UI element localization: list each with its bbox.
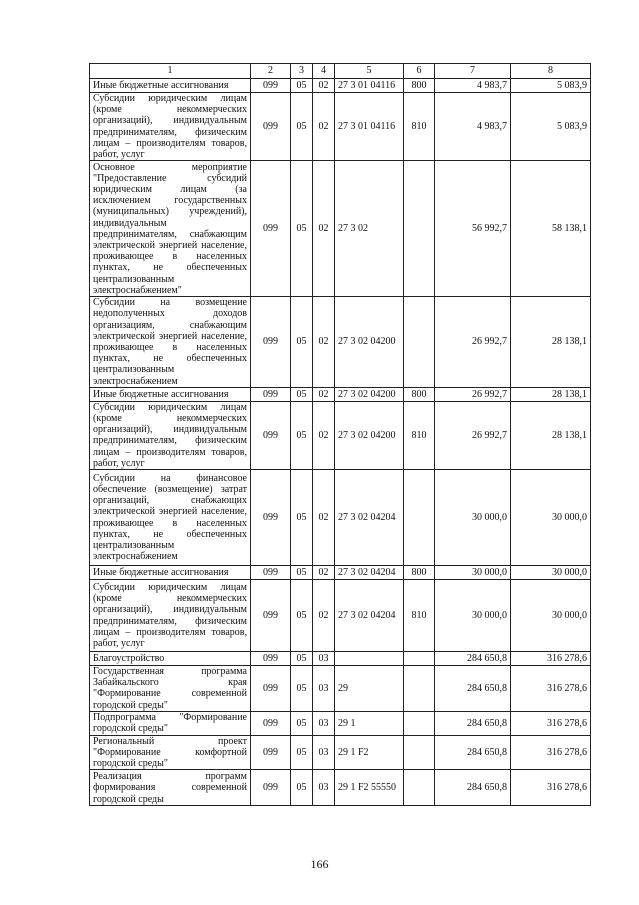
table-row (90, 297, 591, 388)
row-subsection-cell: 02 (313, 297, 335, 388)
header-cell: 7 (435, 64, 511, 79)
row-amount-1-cell: 26 992,7 (435, 401, 511, 469)
row-chapter-cell: 05 (291, 297, 313, 388)
row-amount-1-cell: 30 000,0 (435, 566, 511, 580)
row-name-cell: Субсидии юридическим лицам (кроме некоммерческих организаций), индивидуальным предпринимателям, физическим лицам – производителям товаров, работ, услуг (90, 580, 251, 652)
row-chapter-cell: 05 (291, 161, 313, 297)
row-chapter-cell: 05 (291, 580, 313, 652)
table-row (90, 79, 591, 93)
table-row (90, 387, 591, 401)
row-expense-type-cell: 810 (404, 93, 435, 161)
row-amount-1-cell: 4 983,7 (435, 79, 511, 93)
row-expense-type-cell: 810 (404, 401, 435, 469)
row-target-code-cell: 27 3 02 04200 (335, 401, 404, 469)
row-expense-type-cell: 800 (404, 566, 435, 580)
row-target-code-cell: 27 3 02 04204 (335, 566, 404, 580)
row-amount-2-cell: 5 083,9 (511, 93, 591, 161)
row-amount-2-cell: 316 278,6 (511, 666, 591, 712)
row-amount-2-cell: 28 138,1 (511, 297, 591, 388)
row-subsection-cell: 02 (313, 161, 335, 297)
row-chapter-cell: 05 (291, 401, 313, 469)
row-name-cell: Субсидии юридическим лицам (кроме некоммерческих организаций), индивидуальным предпринимателям, физическим лицам – производителям товаров, работ, услуг (90, 401, 251, 469)
row-target-code-cell: 27 3 02 (335, 161, 404, 297)
row-expense-type-cell (404, 666, 435, 712)
row-amount-2-cell: 316 278,6 (511, 735, 591, 770)
header-row (90, 64, 591, 79)
row-section-cell: 099 (251, 93, 291, 161)
table-row (90, 735, 591, 770)
budget-table (89, 63, 591, 806)
row-expense-type-cell (404, 711, 435, 735)
row-expense-type-cell (404, 770, 435, 806)
row-expense-type-cell (404, 297, 435, 388)
row-section-cell: 099 (251, 652, 291, 666)
row-name-cell: Иные бюджетные ассигнования (90, 566, 251, 580)
row-amount-1-cell: 26 992,7 (435, 387, 511, 401)
row-target-code-cell: 29 1 (335, 711, 404, 735)
row-amount-1-cell: 4 983,7 (435, 93, 511, 161)
row-expense-type-cell (404, 652, 435, 666)
header-cell: 1 (90, 64, 251, 79)
row-target-code-cell: 29 1 F2 (335, 735, 404, 770)
row-amount-2-cell: 316 278,6 (511, 652, 591, 666)
row-chapter-cell: 05 (291, 387, 313, 401)
row-target-code-cell (335, 652, 404, 666)
row-subsection-cell: 03 (313, 652, 335, 666)
table-row (90, 401, 591, 469)
row-amount-1-cell: 284 650,8 (435, 770, 511, 806)
row-section-cell: 099 (251, 161, 291, 297)
table-row (90, 566, 591, 580)
row-amount-1-cell: 284 650,8 (435, 735, 511, 770)
row-section-cell: 099 (251, 711, 291, 735)
table-row (90, 666, 591, 712)
row-section-cell: 099 (251, 387, 291, 401)
row-subsection-cell: 02 (313, 93, 335, 161)
row-target-code-cell: 27 3 01 04116 (335, 79, 404, 93)
table-row (90, 580, 591, 652)
row-amount-2-cell: 316 278,6 (511, 770, 591, 806)
header-cell: 5 (335, 64, 404, 79)
row-amount-2-cell: 30 000,0 (511, 566, 591, 580)
row-amount-2-cell: 30 000,0 (511, 470, 591, 566)
row-target-code-cell: 27 3 02 04204 (335, 470, 404, 566)
row-subsection-cell: 03 (313, 770, 335, 806)
row-expense-type-cell (404, 470, 435, 566)
row-amount-2-cell: 5 083,9 (511, 79, 591, 93)
row-amount-1-cell: 284 650,8 (435, 652, 511, 666)
row-expense-type-cell: 810 (404, 580, 435, 652)
header-cell: 2 (251, 64, 291, 79)
row-name-cell: Иные бюджетные ассигнования (90, 387, 251, 401)
row-section-cell: 099 (251, 566, 291, 580)
row-subsection-cell: 02 (313, 580, 335, 652)
row-section-cell: 099 (251, 580, 291, 652)
row-section-cell: 099 (251, 666, 291, 712)
row-amount-2-cell: 28 138,1 (511, 401, 591, 469)
row-section-cell: 099 (251, 735, 291, 770)
row-chapter-cell: 05 (291, 735, 313, 770)
row-name-cell: Государственная программа Забайкальского края "Формирование современной городской среды" (90, 666, 251, 712)
row-name-cell: Основное мероприятие "Предоставление субсидий юридическим лицам (за исключением государственных (муниципальных) учреждений), индивидуальным предпринимателям, снабжающим электрической энергией население, проживающее в населенных пунктах, не обеспеченных централизованным электроснабжением" (90, 161, 251, 297)
row-target-code-cell: 27 3 01 04116 (335, 93, 404, 161)
row-chapter-cell: 05 (291, 79, 313, 93)
row-target-code-cell: 29 (335, 666, 404, 712)
row-subsection-cell: 03 (313, 735, 335, 770)
row-amount-1-cell: 26 992,7 (435, 297, 511, 388)
table-row (90, 470, 591, 566)
row-chapter-cell: 05 (291, 666, 313, 712)
row-chapter-cell: 05 (291, 93, 313, 161)
row-section-cell: 099 (251, 770, 291, 806)
row-target-code-cell: 27 3 02 04200 (335, 387, 404, 401)
row-amount-1-cell: 284 650,8 (435, 711, 511, 735)
row-amount-1-cell: 30 000,0 (435, 470, 511, 566)
row-subsection-cell: 02 (313, 401, 335, 469)
row-section-cell: 099 (251, 79, 291, 93)
row-expense-type-cell: 800 (404, 79, 435, 93)
table-row (90, 652, 591, 666)
row-name-cell: Иные бюджетные ассигнования (90, 79, 251, 93)
table-row (90, 93, 591, 161)
row-subsection-cell: 02 (313, 387, 335, 401)
row-amount-1-cell: 30 000,0 (435, 580, 511, 652)
row-name-cell: Субсидии юридическим лицам (кроме некоммерческих организаций), индивидуальным предпринимателям, физическим лицам – производителям товаров, работ, услуг (90, 93, 251, 161)
row-name-cell: Региональный проект "Формирование комфортной городской среды" (90, 735, 251, 770)
row-section-cell: 099 (251, 470, 291, 566)
row-subsection-cell: 02 (313, 79, 335, 93)
row-section-cell: 099 (251, 401, 291, 469)
row-chapter-cell: 05 (291, 470, 313, 566)
row-chapter-cell: 05 (291, 566, 313, 580)
row-name-cell: Благоустройство (90, 652, 251, 666)
table-row (90, 711, 591, 735)
row-name-cell: Субсидии на возмещение недополученных доходов организациям, снабжающим электрической энергией население, проживающее в населенных пунктах, не обеспеченных централизованным электроснабжением (90, 297, 251, 388)
row-name-cell: Подпрограмма "Формирование городской среды" (90, 711, 251, 735)
row-target-code-cell: 29 1 F2 55550 (335, 770, 404, 806)
row-amount-2-cell: 58 138,1 (511, 161, 591, 297)
row-chapter-cell: 05 (291, 711, 313, 735)
row-amount-1-cell: 284 650,8 (435, 666, 511, 712)
row-target-code-cell: 27 3 02 04200 (335, 297, 404, 388)
row-chapter-cell: 05 (291, 770, 313, 806)
row-subsection-cell: 02 (313, 470, 335, 566)
row-expense-type-cell: 800 (404, 387, 435, 401)
row-subsection-cell: 03 (313, 666, 335, 712)
page-number: 166 (310, 857, 329, 871)
row-section-cell: 099 (251, 297, 291, 388)
header-cell: 3 (291, 64, 313, 79)
row-name-cell: Реализация программ формирования современной городской среды (90, 770, 251, 806)
row-name-cell: Субсидии на финансовое обеспечение (возмещение) затрат организаций, снабжающих электрической энергией население, проживающее в населенных пунктах, не обеспеченных централизованным электроснабжением (90, 470, 251, 566)
header-cell: 8 (511, 64, 591, 79)
row-chapter-cell: 05 (291, 652, 313, 666)
table-body (90, 64, 591, 806)
row-expense-type-cell (404, 161, 435, 297)
row-amount-2-cell: 30 000,0 (511, 580, 591, 652)
row-amount-2-cell: 28 138,1 (511, 387, 591, 401)
row-expense-type-cell (404, 735, 435, 770)
row-subsection-cell: 03 (313, 711, 335, 735)
table-row (90, 161, 591, 297)
row-amount-1-cell: 56 992,7 (435, 161, 511, 297)
row-target-code-cell: 27 3 02 04204 (335, 580, 404, 652)
header-cell: 6 (404, 64, 435, 79)
table-row (90, 770, 591, 806)
row-subsection-cell: 02 (313, 566, 335, 580)
header-cell: 4 (313, 64, 335, 79)
row-amount-2-cell: 316 278,6 (511, 711, 591, 735)
